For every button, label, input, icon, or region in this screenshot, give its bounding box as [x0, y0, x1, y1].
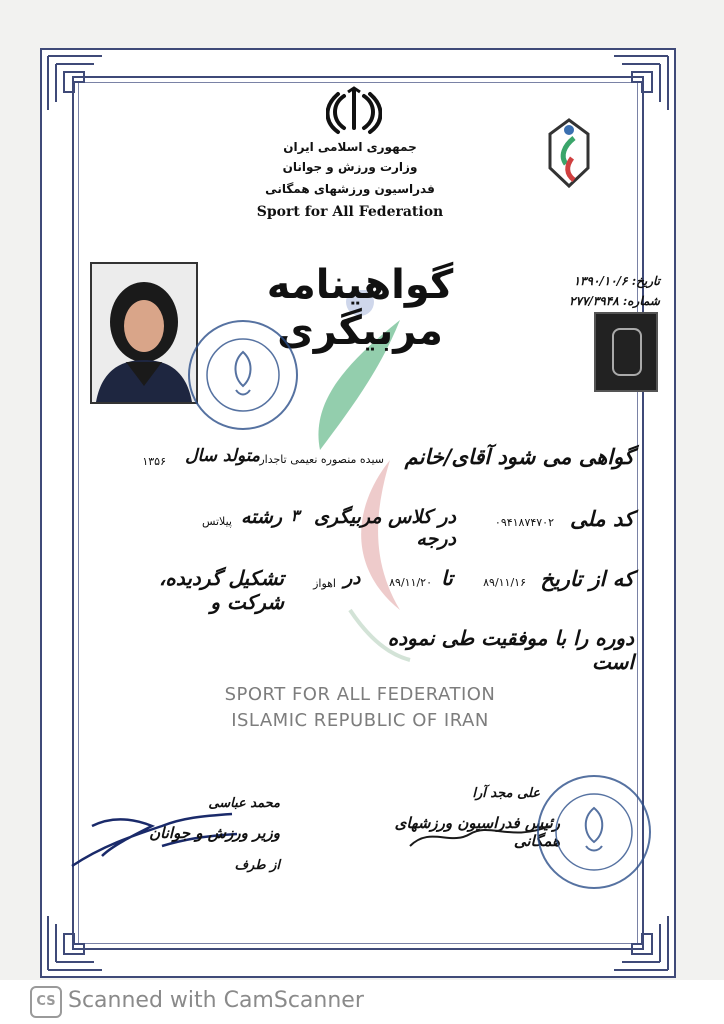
president-title: رئیس فدراسیون ورزشهای همگانی — [394, 814, 560, 850]
field-value: پیلاتس — [201, 515, 232, 528]
born-year: ۱۳۵۶ — [142, 455, 166, 468]
corner-ornament-icon — [44, 912, 106, 974]
scanner-footer — [0, 980, 724, 1024]
number-value: ۲۷۷/۳۹۴۸ — [569, 294, 619, 308]
certificate-title: گواهینامه مربیگری — [266, 262, 454, 354]
holder-name: سیده منصوره نعیمی تاجدار — [259, 453, 384, 466]
date-field — [560, 274, 660, 288]
from-date: ۸۹/۱۱/۱۶ — [483, 576, 526, 589]
to-date: ۸۹/۱۱/۲۰ — [389, 576, 432, 589]
city-value: اهواز — [313, 577, 336, 590]
minister-title: وزیر ورزش و جوانان — [149, 824, 280, 842]
id-label: کد ملی — [569, 506, 634, 531]
date-label: تاریخ: — [631, 274, 660, 288]
corner-ornament-icon — [610, 912, 672, 974]
holder-photo — [90, 262, 198, 404]
official-stamp-icon — [186, 318, 300, 432]
header-country: جمهوری اسلامی ایران — [283, 140, 417, 154]
on-behalf-label: از طرف — [234, 858, 280, 873]
header-ministry: وزارت ورزش و جوانان — [282, 160, 418, 174]
federation-stamp-icon — [534, 772, 654, 892]
corner-ornament-icon — [44, 52, 106, 114]
header-federation-fa: فدراسیون ورزشهای همگانی — [265, 182, 435, 196]
corner-ornament-icon — [610, 52, 672, 114]
grade-value: ۳ — [290, 506, 300, 525]
federation-logo-icon — [544, 116, 594, 190]
president-name: علی مجد آرا — [472, 786, 540, 801]
class-label: در کلاس مربیگری درجه — [314, 506, 456, 550]
header-federation-en: Sport for All Federation — [256, 204, 444, 220]
scanner-watermark-text: Scanned with CamScanner — [68, 988, 364, 1013]
from-date-label: که از تاریخ — [540, 566, 634, 591]
in-label: در — [343, 568, 361, 589]
hologram-sticker — [594, 312, 658, 392]
formed-text: تشکیل گردیده، شرکت و — [158, 566, 284, 614]
iran-emblem-icon — [326, 86, 382, 136]
watermark-line-2: ISLAMIC REPUBLIC OF IRAN — [231, 710, 489, 731]
minister-name: محمد عباسی — [208, 796, 280, 811]
id-value: ۰۹۴۱۸۷۴۷۰۲ — [494, 516, 554, 529]
to-date-label: تا — [441, 566, 453, 590]
watermark-line-1: SPORT FOR ALL FEDERATION — [224, 684, 496, 705]
portrait-photo-icon — [92, 264, 196, 402]
born-label: متولد سال — [185, 446, 260, 466]
date-value: ۱۳۹۰/۱۰/۶ — [573, 274, 628, 288]
number-label: شماره: — [622, 294, 660, 308]
camscanner-logo-icon: CS — [30, 986, 62, 1018]
field-label: رشته — [240, 506, 282, 528]
completion-text: دوره را با موفقیت طی نموده است — [387, 626, 634, 674]
certifies-text: گواهی می شود آقای/خانم — [404, 444, 634, 469]
number-field — [560, 294, 660, 308]
